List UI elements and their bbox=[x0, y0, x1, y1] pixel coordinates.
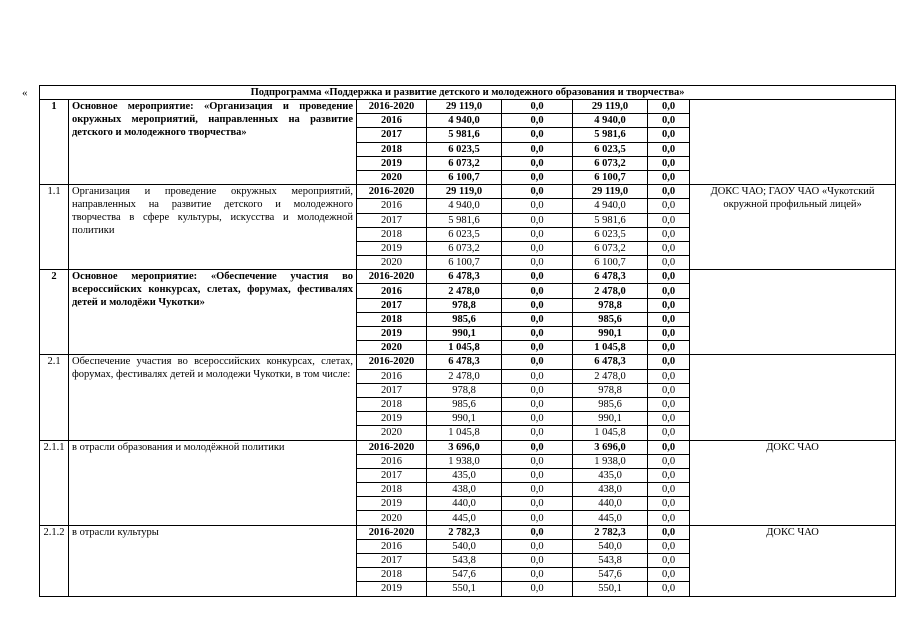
total-cell: 1 045,8 bbox=[427, 341, 502, 355]
total-cell: 990,1 bbox=[427, 327, 502, 341]
total-cell: 4 940,0 bbox=[427, 199, 502, 213]
other-cell: 0,0 bbox=[648, 539, 690, 553]
total-cell: 1 045,8 bbox=[427, 426, 502, 440]
district-cell: 985,6 bbox=[573, 397, 648, 411]
period-cell: 2020 bbox=[357, 170, 427, 184]
total-cell: 5 981,6 bbox=[427, 128, 502, 142]
other-cell: 0,0 bbox=[648, 582, 690, 596]
other-cell: 0,0 bbox=[648, 213, 690, 227]
federal-cell: 0,0 bbox=[502, 454, 573, 468]
period-cell: 2020 bbox=[357, 511, 427, 525]
total-cell: 2 782,3 bbox=[427, 525, 502, 539]
total-cell: 3 696,0 bbox=[427, 440, 502, 454]
other-cell: 0,0 bbox=[648, 128, 690, 142]
period-cell: 2019 bbox=[357, 156, 427, 170]
total-cell: 6 478,3 bbox=[427, 270, 502, 284]
item-description: Основное мероприятие: «Обеспечение участия во всероссийских конкурсах, слетах, форумах, фестивалях детей и молодёжи Чукотки» bbox=[69, 270, 357, 355]
period-cell: 2016 bbox=[357, 199, 427, 213]
subprogram-header-row bbox=[40, 86, 896, 100]
table-row bbox=[40, 355, 896, 369]
district-cell: 6 100,7 bbox=[573, 256, 648, 270]
other-cell: 0,0 bbox=[648, 100, 690, 114]
total-cell: 985,6 bbox=[427, 312, 502, 326]
total-cell: 2 478,0 bbox=[427, 369, 502, 383]
period-cell: 2016 bbox=[357, 284, 427, 298]
item-description: Основное мероприятие: «Организация и проведение окружных мероприятий, направленных на развитие детского и молодежного творчества» bbox=[69, 100, 357, 185]
district-cell: 1 045,8 bbox=[573, 426, 648, 440]
federal-cell: 0,0 bbox=[502, 100, 573, 114]
district-cell: 6 023,5 bbox=[573, 227, 648, 241]
total-cell: 990,1 bbox=[427, 412, 502, 426]
district-cell: 6 023,5 bbox=[573, 142, 648, 156]
period-cell: 2016 bbox=[357, 539, 427, 553]
period-cell: 2016-2020 bbox=[357, 525, 427, 539]
federal-cell: 0,0 bbox=[502, 397, 573, 411]
period-cell: 2020 bbox=[357, 426, 427, 440]
federal-cell: 0,0 bbox=[502, 241, 573, 255]
period-cell: 2018 bbox=[357, 483, 427, 497]
period-cell: 2018 bbox=[357, 312, 427, 326]
district-cell: 5 981,6 bbox=[573, 128, 648, 142]
period-cell: 2016 bbox=[357, 454, 427, 468]
other-cell: 0,0 bbox=[648, 327, 690, 341]
item-number: 2.1 bbox=[40, 355, 69, 440]
federal-cell: 0,0 bbox=[502, 227, 573, 241]
total-cell: 6 100,7 bbox=[427, 256, 502, 270]
total-cell: 985,6 bbox=[427, 397, 502, 411]
other-cell: 0,0 bbox=[648, 341, 690, 355]
district-cell: 990,1 bbox=[573, 327, 648, 341]
district-cell: 2 478,0 bbox=[573, 369, 648, 383]
period-cell: 2020 bbox=[357, 256, 427, 270]
total-cell: 440,0 bbox=[427, 497, 502, 511]
district-cell: 543,8 bbox=[573, 554, 648, 568]
district-cell: 5 981,6 bbox=[573, 213, 648, 227]
district-cell: 1 938,0 bbox=[573, 454, 648, 468]
other-cell: 0,0 bbox=[648, 454, 690, 468]
other-cell: 0,0 bbox=[648, 142, 690, 156]
responsible-executor bbox=[690, 355, 896, 440]
period-cell: 2016-2020 bbox=[357, 355, 427, 369]
district-cell: 990,1 bbox=[573, 412, 648, 426]
responsible-executor: ДОКС ЧАО bbox=[690, 440, 896, 525]
federal-cell: 0,0 bbox=[502, 256, 573, 270]
federal-cell: 0,0 bbox=[502, 156, 573, 170]
period-cell: 2016-2020 bbox=[357, 270, 427, 284]
federal-cell: 0,0 bbox=[502, 213, 573, 227]
district-cell: 978,8 bbox=[573, 383, 648, 397]
federal-cell: 0,0 bbox=[502, 525, 573, 539]
item-number: 2.1.1 bbox=[40, 440, 69, 525]
other-cell: 0,0 bbox=[648, 369, 690, 383]
table-row bbox=[40, 440, 896, 454]
period-cell: 2016-2020 bbox=[357, 185, 427, 199]
other-cell: 0,0 bbox=[648, 298, 690, 312]
district-cell: 985,6 bbox=[573, 312, 648, 326]
other-cell: 0,0 bbox=[648, 412, 690, 426]
responsible-executor: ДОКС ЧАО; ГАОУ ЧАО «Чукотский окружной профильный лицей» bbox=[690, 185, 896, 270]
other-cell: 0,0 bbox=[648, 170, 690, 184]
other-cell: 0,0 bbox=[648, 256, 690, 270]
federal-cell: 0,0 bbox=[502, 312, 573, 326]
federal-cell: 0,0 bbox=[502, 199, 573, 213]
other-cell: 0,0 bbox=[648, 114, 690, 128]
table-row bbox=[40, 270, 896, 284]
federal-cell: 0,0 bbox=[502, 483, 573, 497]
open-quote-mark: « bbox=[22, 87, 28, 99]
other-cell: 0,0 bbox=[648, 199, 690, 213]
federal-cell: 0,0 bbox=[502, 185, 573, 199]
total-cell: 29 119,0 bbox=[427, 185, 502, 199]
federal-cell: 0,0 bbox=[502, 284, 573, 298]
responsible-executor bbox=[690, 100, 896, 185]
district-cell: 547,6 bbox=[573, 568, 648, 582]
program-table bbox=[39, 85, 896, 597]
district-cell: 438,0 bbox=[573, 483, 648, 497]
federal-cell: 0,0 bbox=[502, 497, 573, 511]
other-cell: 0,0 bbox=[648, 468, 690, 482]
period-cell: 2019 bbox=[357, 412, 427, 426]
period-cell: 2016 bbox=[357, 369, 427, 383]
federal-cell: 0,0 bbox=[502, 270, 573, 284]
period-cell: 2018 bbox=[357, 397, 427, 411]
total-cell: 550,1 bbox=[427, 582, 502, 596]
total-cell: 5 981,6 bbox=[427, 213, 502, 227]
other-cell: 0,0 bbox=[648, 185, 690, 199]
item-number: 1.1 bbox=[40, 185, 69, 270]
district-cell: 2 782,3 bbox=[573, 525, 648, 539]
district-cell: 29 119,0 bbox=[573, 100, 648, 114]
total-cell: 978,8 bbox=[427, 298, 502, 312]
period-cell: 2019 bbox=[357, 582, 427, 596]
other-cell: 0,0 bbox=[648, 525, 690, 539]
total-cell: 547,6 bbox=[427, 568, 502, 582]
total-cell: 1 938,0 bbox=[427, 454, 502, 468]
other-cell: 0,0 bbox=[648, 497, 690, 511]
subprogram-title: Подпрограмма «Поддержка и развитие детского и молодежного образования и творчества» bbox=[40, 86, 896, 100]
federal-cell: 0,0 bbox=[502, 114, 573, 128]
district-cell: 4 940,0 bbox=[573, 114, 648, 128]
other-cell: 0,0 bbox=[648, 270, 690, 284]
period-cell: 2019 bbox=[357, 241, 427, 255]
district-cell: 978,8 bbox=[573, 298, 648, 312]
total-cell: 29 119,0 bbox=[427, 100, 502, 114]
period-cell: 2019 bbox=[357, 327, 427, 341]
total-cell: 435,0 bbox=[427, 468, 502, 482]
period-cell: 2020 bbox=[357, 341, 427, 355]
total-cell: 4 940,0 bbox=[427, 114, 502, 128]
responsible-executor: ДОКС ЧАО bbox=[690, 525, 896, 596]
other-cell: 0,0 bbox=[648, 312, 690, 326]
district-cell: 6 478,3 bbox=[573, 355, 648, 369]
federal-cell: 0,0 bbox=[502, 568, 573, 582]
other-cell: 0,0 bbox=[648, 397, 690, 411]
table-body bbox=[40, 86, 896, 597]
federal-cell: 0,0 bbox=[502, 142, 573, 156]
district-cell: 6 073,2 bbox=[573, 241, 648, 255]
responsible-executor bbox=[690, 270, 896, 355]
federal-cell: 0,0 bbox=[502, 440, 573, 454]
item-number: 2 bbox=[40, 270, 69, 355]
period-cell: 2018 bbox=[357, 227, 427, 241]
federal-cell: 0,0 bbox=[502, 468, 573, 482]
district-cell: 4 940,0 bbox=[573, 199, 648, 213]
total-cell: 540,0 bbox=[427, 539, 502, 553]
table-row bbox=[40, 185, 896, 199]
district-cell: 2 478,0 bbox=[573, 284, 648, 298]
federal-cell: 0,0 bbox=[502, 554, 573, 568]
total-cell: 6 100,7 bbox=[427, 170, 502, 184]
table-row bbox=[40, 525, 896, 539]
period-cell: 2017 bbox=[357, 468, 427, 482]
total-cell: 6 073,2 bbox=[427, 241, 502, 255]
item-number: 1 bbox=[40, 100, 69, 185]
federal-cell: 0,0 bbox=[502, 412, 573, 426]
period-cell: 2017 bbox=[357, 383, 427, 397]
district-cell: 6 073,2 bbox=[573, 156, 648, 170]
total-cell: 6 073,2 bbox=[427, 156, 502, 170]
federal-cell: 0,0 bbox=[502, 426, 573, 440]
period-cell: 2016-2020 bbox=[357, 100, 427, 114]
item-description: Организация и проведение окружных мероприятий, направленных на развитие детского и молодежного творчества в сфере культуры, искусства и молодежной политики bbox=[69, 185, 357, 270]
district-cell: 435,0 bbox=[573, 468, 648, 482]
item-description: в отрасли культуры bbox=[69, 525, 357, 596]
item-description: в отрасли образования и молодёжной политики bbox=[69, 440, 357, 525]
district-cell: 1 045,8 bbox=[573, 341, 648, 355]
item-number: 2.1.2 bbox=[40, 525, 69, 596]
period-cell: 2019 bbox=[357, 497, 427, 511]
other-cell: 0,0 bbox=[648, 554, 690, 568]
other-cell: 0,0 bbox=[648, 241, 690, 255]
period-cell: 2018 bbox=[357, 568, 427, 582]
total-cell: 978,8 bbox=[427, 383, 502, 397]
other-cell: 0,0 bbox=[648, 483, 690, 497]
district-cell: 6 478,3 bbox=[573, 270, 648, 284]
total-cell: 543,8 bbox=[427, 554, 502, 568]
total-cell: 6 023,5 bbox=[427, 227, 502, 241]
district-cell: 550,1 bbox=[573, 582, 648, 596]
other-cell: 0,0 bbox=[648, 383, 690, 397]
item-description: Обеспечение участия во всероссийских конкурсах, слетах, форумах, фестивалях детей и молодежи Чукотки, в том числе: bbox=[69, 355, 357, 440]
period-cell: 2016-2020 bbox=[357, 440, 427, 454]
federal-cell: 0,0 bbox=[502, 369, 573, 383]
other-cell: 0,0 bbox=[648, 355, 690, 369]
other-cell: 0,0 bbox=[648, 568, 690, 582]
federal-cell: 0,0 bbox=[502, 582, 573, 596]
total-cell: 2 478,0 bbox=[427, 284, 502, 298]
federal-cell: 0,0 bbox=[502, 298, 573, 312]
total-cell: 6 023,5 bbox=[427, 142, 502, 156]
period-cell: 2018 bbox=[357, 142, 427, 156]
period-cell: 2017 bbox=[357, 213, 427, 227]
other-cell: 0,0 bbox=[648, 284, 690, 298]
federal-cell: 0,0 bbox=[502, 170, 573, 184]
other-cell: 0,0 bbox=[648, 511, 690, 525]
period-cell: 2017 bbox=[357, 298, 427, 312]
federal-cell: 0,0 bbox=[502, 327, 573, 341]
period-cell: 2016 bbox=[357, 114, 427, 128]
other-cell: 0,0 bbox=[648, 426, 690, 440]
federal-cell: 0,0 bbox=[502, 128, 573, 142]
district-cell: 29 119,0 bbox=[573, 185, 648, 199]
district-cell: 3 696,0 bbox=[573, 440, 648, 454]
other-cell: 0,0 bbox=[648, 227, 690, 241]
other-cell: 0,0 bbox=[648, 156, 690, 170]
period-cell: 2017 bbox=[357, 128, 427, 142]
period-cell: 2017 bbox=[357, 554, 427, 568]
federal-cell: 0,0 bbox=[502, 511, 573, 525]
district-cell: 6 100,7 bbox=[573, 170, 648, 184]
table-row bbox=[40, 100, 896, 114]
district-cell: 440,0 bbox=[573, 497, 648, 511]
total-cell: 6 478,3 bbox=[427, 355, 502, 369]
federal-cell: 0,0 bbox=[502, 383, 573, 397]
district-cell: 540,0 bbox=[573, 539, 648, 553]
district-cell: 445,0 bbox=[573, 511, 648, 525]
federal-cell: 0,0 bbox=[502, 341, 573, 355]
total-cell: 445,0 bbox=[427, 511, 502, 525]
federal-cell: 0,0 bbox=[502, 355, 573, 369]
total-cell: 438,0 bbox=[427, 483, 502, 497]
federal-cell: 0,0 bbox=[502, 539, 573, 553]
other-cell: 0,0 bbox=[648, 440, 690, 454]
